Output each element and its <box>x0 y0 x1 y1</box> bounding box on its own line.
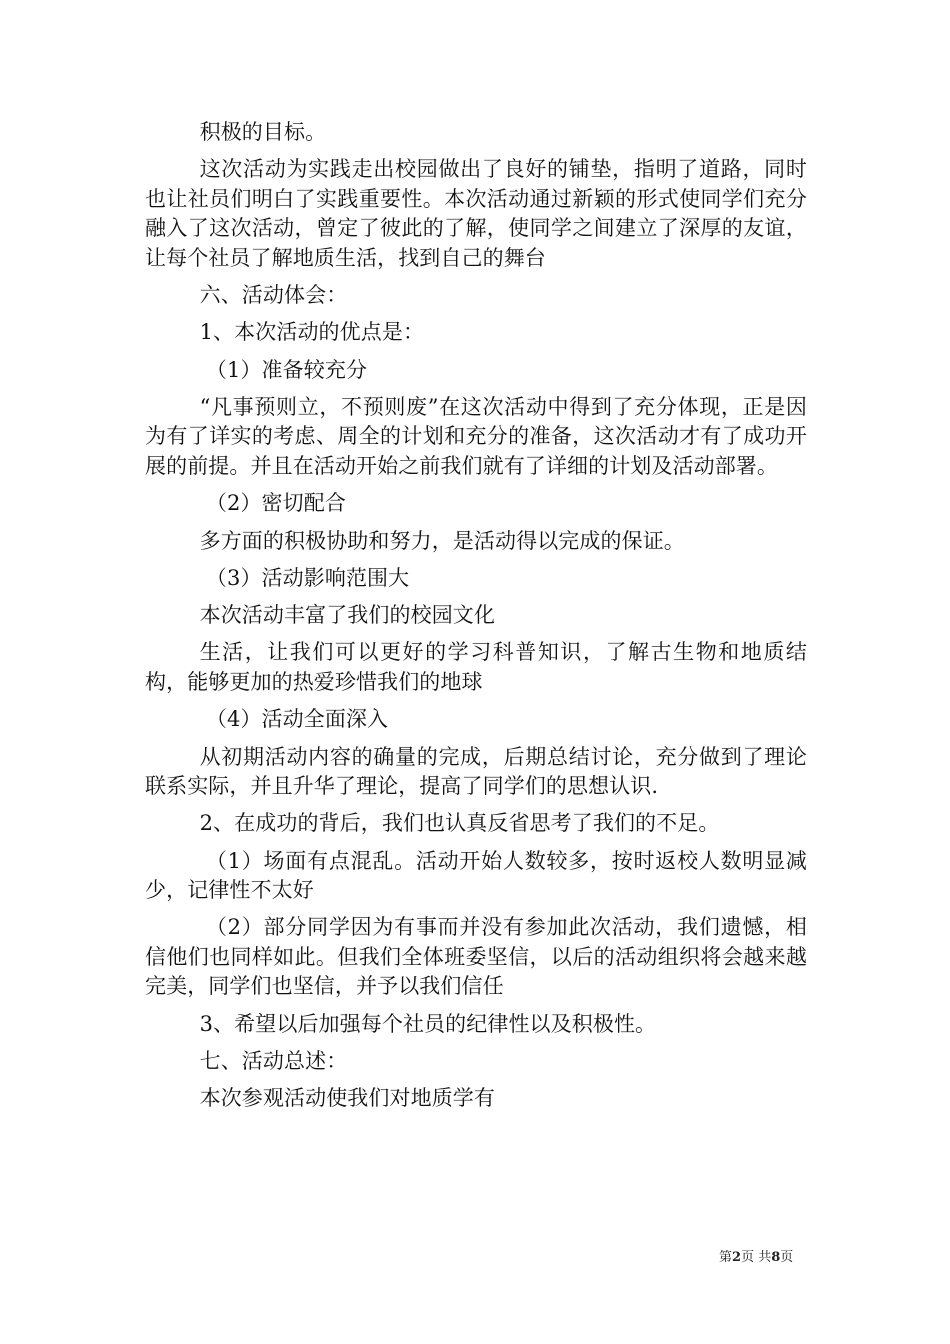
paragraph-6: 生活，让我们可以更好的学习科普知识，了解古生物和地质结构，能够更加的热爱珍惜我们的地球 <box>145 640 807 694</box>
subheading-3: 3、希望以后加强每个社员的纪律性以及积极性。 <box>199 1011 657 1036</box>
footer-prefix: 第 <box>719 1250 733 1265</box>
paragraph-9: （2）部分同学因为有事而并没有参加此次活动，我们遗憾，相信他们也同样如此。但我们全体班委坚信，以后的活动组织将会越来越完美，同学们也坚信，并予以我们信任 <box>145 915 807 999</box>
paragraph-7: 从初期活动内容的确量的完成，后期总结讨论，充分做到了理论联系实际，并且升华了理论，提高了同学们的思想认识. <box>145 744 807 799</box>
subheading-2: 2、在成功的背后，我们也认真反省思考了我们的不足。 <box>199 811 720 836</box>
paragraph-1: 积极的目标。 <box>199 120 327 144</box>
paragraph-3: “凡事预则立，不预则废”在这次活动中得到了充分体现，正是因为有了详实的考虑、周全的计划和充分的准备，这次活动才有了成功开展的前提。并且在活动开始之前我们就有了详细的计划及活动部署。 <box>145 394 807 478</box>
paragraph-2: 这次活动为实践走出校园做出了良好的铺垫，指明了道路，同时也让社员们明白了实践重要性。本次活动通过新颖的形式使同学们充分融入了这次活动，曾定了彼此的了解，使同学之间建立了深厚的友谊，让每个社员了解地质生活，找到自己的舞台 <box>145 157 807 270</box>
item-heading-1: （1）准备较充分 <box>205 357 368 382</box>
footer-middle: 页 共 <box>741 1250 772 1265</box>
item-heading-2: （2）密切配合 <box>205 491 346 516</box>
item-heading-3: （3）活动影响范围大 <box>205 565 410 590</box>
item-heading-4: （4）活动全面深入 <box>205 707 389 732</box>
paragraph-5: 本次活动丰富了我们的校园文化 <box>199 603 495 628</box>
page-footer <box>719 1246 793 1265</box>
document-body <box>145 118 807 1122</box>
paragraph-8: （1）场面有点混乱。活动开始人数较多，按时返校人数明显减少，记律性不太好 <box>145 848 807 903</box>
paragraph-10: 本次参观活动使我们对地质学有 <box>199 1086 495 1111</box>
footer-suffix: 页 <box>780 1250 794 1265</box>
footer-page-number: 2 <box>732 1250 742 1265</box>
subheading-1: 1、本次活动的优点是： <box>199 320 425 345</box>
section-heading-6: 六、活动体会： <box>199 283 348 308</box>
section-heading-7: 七、活动总述： <box>199 1049 348 1074</box>
paragraph-4: 多方面的积极协助和努力，是活动得以完成的保证。 <box>199 528 685 553</box>
footer-total-pages: 8 <box>771 1250 781 1265</box>
